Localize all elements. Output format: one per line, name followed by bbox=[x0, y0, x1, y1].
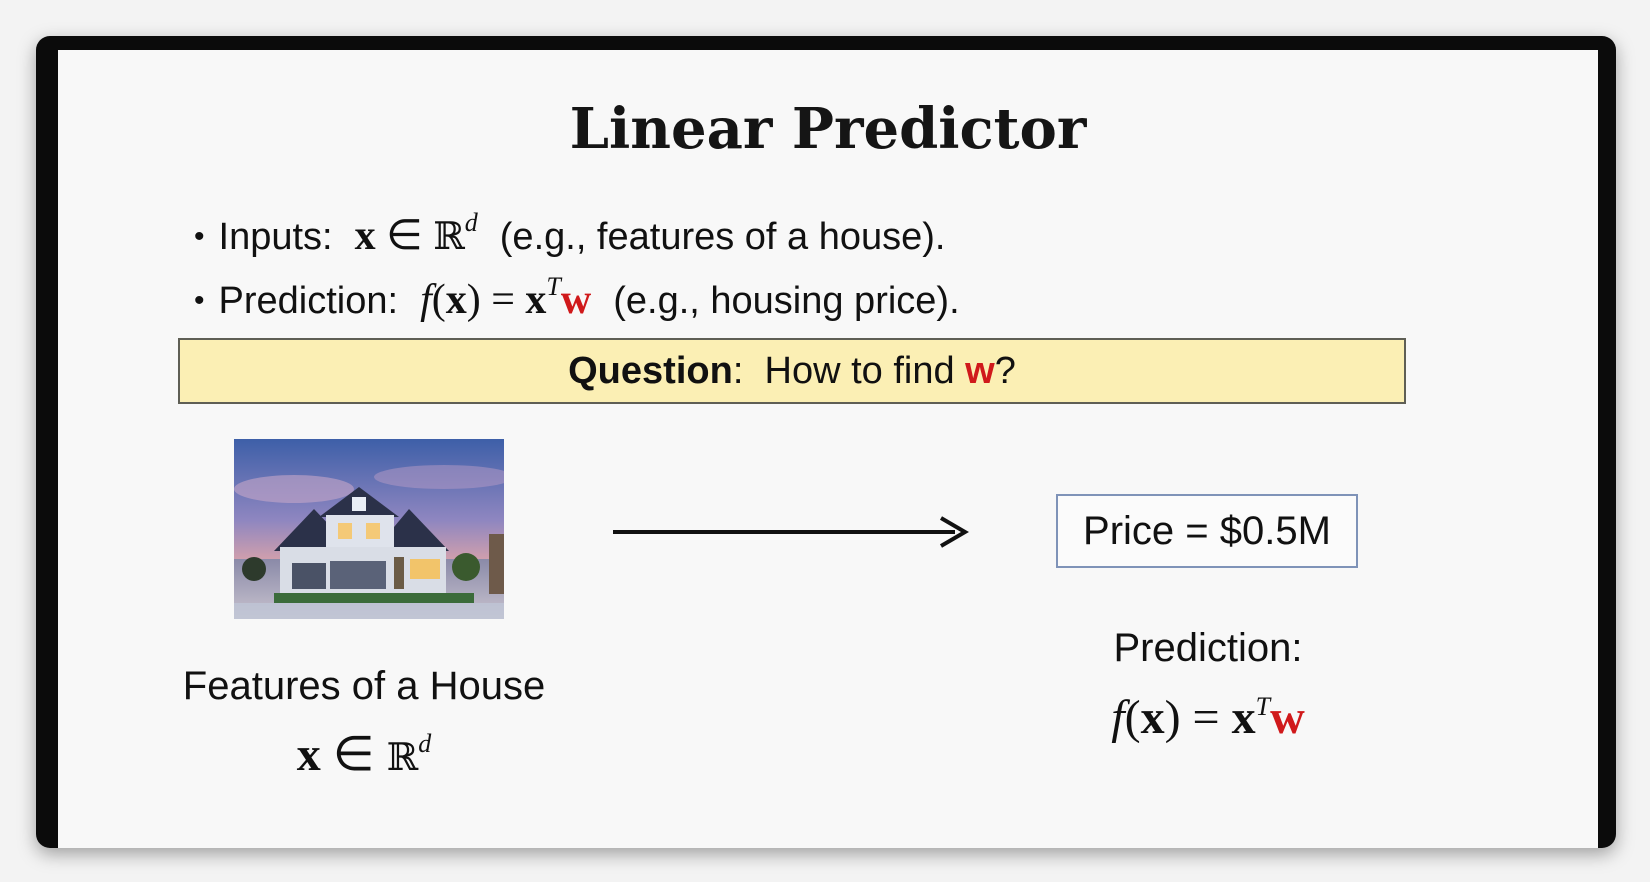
features-caption: Features of a House bbox=[182, 664, 546, 708]
bullet-dot-icon: • bbox=[194, 284, 205, 317]
house-photo bbox=[234, 439, 504, 619]
bullet-inputs bbox=[194, 208, 945, 260]
question-box: Question : How to find w ? bbox=[178, 338, 1406, 404]
features-math: x ∈ ℝ$^d$ bbox=[296, 728, 432, 781]
bullet-prediction bbox=[194, 272, 960, 324]
right-arrow-icon bbox=[613, 512, 973, 557]
slide-title: Linear Predictor bbox=[569, 96, 1087, 162]
prediction-math: $f(x) = x^Tw$ bbox=[420, 272, 592, 323]
question-label: Question bbox=[568, 349, 733, 392]
prediction-label: Prediction: bbox=[218, 280, 399, 322]
price-box: Price = $0.5M bbox=[1056, 494, 1358, 568]
slide bbox=[58, 50, 1598, 848]
inputs-note: (e.g., features of a house). bbox=[499, 216, 946, 258]
bullet-dot-icon: • bbox=[194, 220, 205, 253]
prediction-caption: Prediction: bbox=[1113, 626, 1303, 670]
question-text: How to find bbox=[764, 349, 955, 392]
prediction-formula: $f(x) = x^Tw$ bbox=[1111, 691, 1305, 744]
question-w: w bbox=[965, 349, 995, 392]
prediction-note: (e.g., housing price). bbox=[613, 280, 960, 322]
inputs-math: x ∈ ℝ$^d$ bbox=[354, 208, 478, 259]
inputs-label: Inputs: bbox=[218, 216, 333, 258]
